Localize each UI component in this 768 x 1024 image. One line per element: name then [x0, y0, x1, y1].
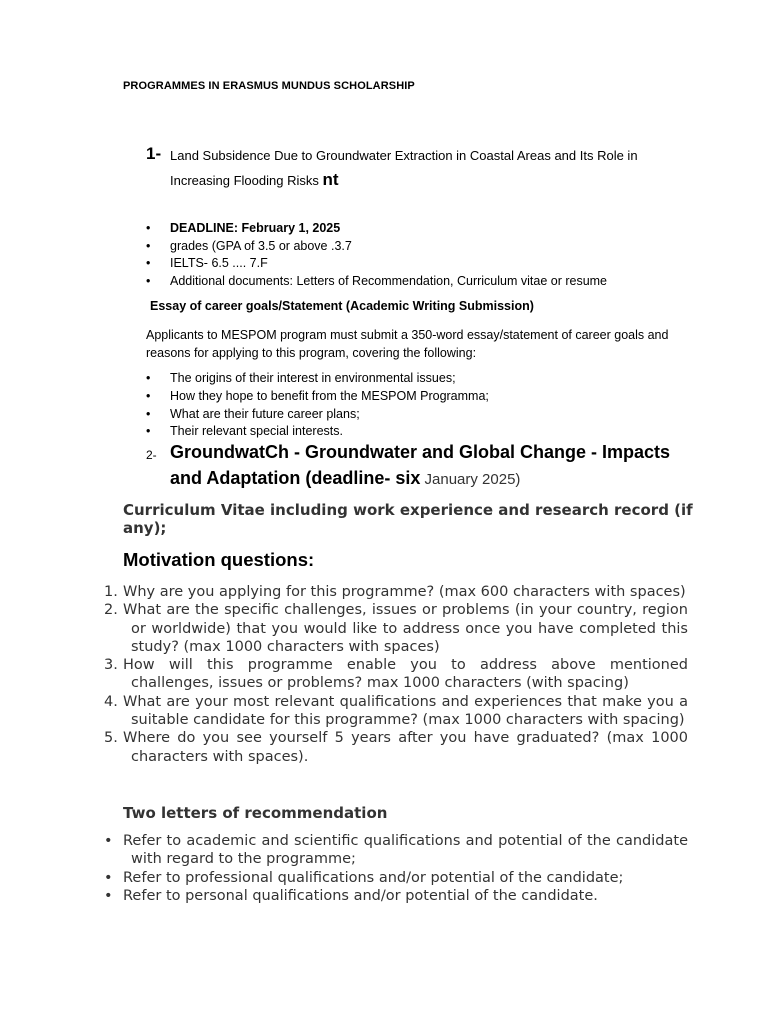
bullet-icon: •	[146, 221, 151, 235]
question-number: 3.	[104, 657, 118, 674]
list-item	[146, 423, 489, 441]
list-item	[104, 583, 688, 601]
question-number: 2.	[104, 602, 118, 619]
bullet-icon: •	[146, 388, 151, 403]
motivation-heading: Motivation questions:	[123, 549, 315, 570]
bullet-icon: •	[146, 273, 151, 288]
list-item	[146, 388, 489, 406]
question-number: 1.	[104, 584, 118, 600]
item-title-line2	[170, 468, 520, 489]
letters-list	[104, 832, 688, 905]
bullet-icon: •	[104, 833, 113, 849]
list-item-text: Refer to personal qualifications and/or potential of the candidate.	[123, 887, 598, 904]
list-item-text: grades (GPA of 3.5 or above .3.7	[170, 238, 352, 253]
list-item-text: How they hope to benefit from the MESPOM Programma;	[170, 388, 489, 403]
essay-heading: Essay of career goals/Statement (Academic Writing Submission)	[150, 299, 534, 313]
list-item	[146, 406, 489, 424]
item-title-suffix: nt	[322, 170, 339, 189]
bullet-icon: •	[104, 887, 113, 904]
list-item	[146, 220, 607, 238]
bullet-icon: •	[146, 238, 151, 253]
list-item	[104, 601, 688, 656]
list-item	[104, 869, 688, 887]
list-item	[104, 832, 688, 869]
item-title-tail: January 2025)	[420, 471, 521, 488]
item-title-line1: Land Subsidence Due to Groundwater Extraction in Coastal Areas and Its Role in	[170, 148, 638, 163]
list-item	[146, 370, 489, 388]
item-title-text: Increasing Flooding Risks	[170, 173, 319, 188]
bullet-icon: •	[146, 256, 151, 271]
item-number: 1-	[146, 144, 162, 163]
question-text: How will this programme enable you to address above mentioned challenges, issues or problems? max 1000 characters (with spacing)	[123, 657, 688, 692]
question-text: Why are you applying for this programme? (max 600 characters with spaces)	[123, 584, 686, 600]
bullet-icon: •	[146, 424, 151, 439]
question-number: 5.	[104, 730, 118, 747]
list-item-text: Additional documents: Letters of Recommendation, Curriculum vitae or resume	[170, 273, 608, 288]
item-title-line2	[170, 170, 339, 190]
question-text: What are the specific challenges, issues or problems (in your country, region or worldwide) that you would like to address once you have completed this study? (max 1000 characters with spaces)	[123, 602, 688, 655]
requirements-list	[146, 220, 607, 290]
list-item	[104, 729, 688, 766]
bullet-icon: •	[146, 371, 151, 385]
letters-heading: Two letters of recommendation	[123, 804, 388, 822]
list-item-text: What are their future career plans;	[170, 406, 360, 421]
question-number: 4.	[104, 693, 118, 710]
item-title-line1: GroundwatCh - Groundwater and Global Change - Impacts	[170, 442, 671, 462]
list-item-text: Refer to academic and scientific qualifications and potential of the candidate with regard to the programme;	[123, 833, 688, 868]
deadline-text: DEADLINE: February 1, 2025	[170, 221, 341, 235]
essay-paragraph: Applicants to MESPOM program must submit a 350-word essay/statement of career goals and reasons for applying to this program, covering the following:	[146, 328, 669, 360]
list-item	[146, 255, 607, 273]
list-item	[104, 656, 688, 693]
cv-requirement: Curriculum Vitae including work experience and research record (if any);	[123, 501, 693, 537]
list-item	[146, 238, 607, 256]
bullet-icon: •	[104, 869, 113, 886]
list-item	[146, 273, 607, 291]
list-item	[104, 693, 688, 730]
question-text: What are your most relevant qualifications and experiences that make you a suitable candidate for this programme? (max 1000 characters with spacing)	[123, 693, 688, 729]
page-title: PROGRAMMES IN ERASMUS MUNDUS SCHOLARSHIP	[123, 80, 415, 92]
list-item	[104, 887, 688, 905]
essay-points-list	[146, 370, 489, 441]
list-item-text: Refer to professional qualifications and/or potential of the candidate;	[123, 869, 624, 886]
bullet-icon: •	[146, 406, 151, 421]
list-item-text: IELTS- 6.5 .... 7.F	[170, 256, 268, 271]
item-number: 2-	[146, 448, 157, 462]
list-item-text: The origins of their interest in environmental issues;	[170, 371, 456, 385]
motivation-questions-list	[104, 583, 688, 766]
item-title-text: and Adaptation (deadline- six	[170, 468, 421, 488]
list-item-text: Their relevant special interests.	[170, 424, 343, 439]
question-text: Where do you see yourself 5 years after you have graduated? (max 1000 characters with spaces).	[123, 730, 688, 765]
